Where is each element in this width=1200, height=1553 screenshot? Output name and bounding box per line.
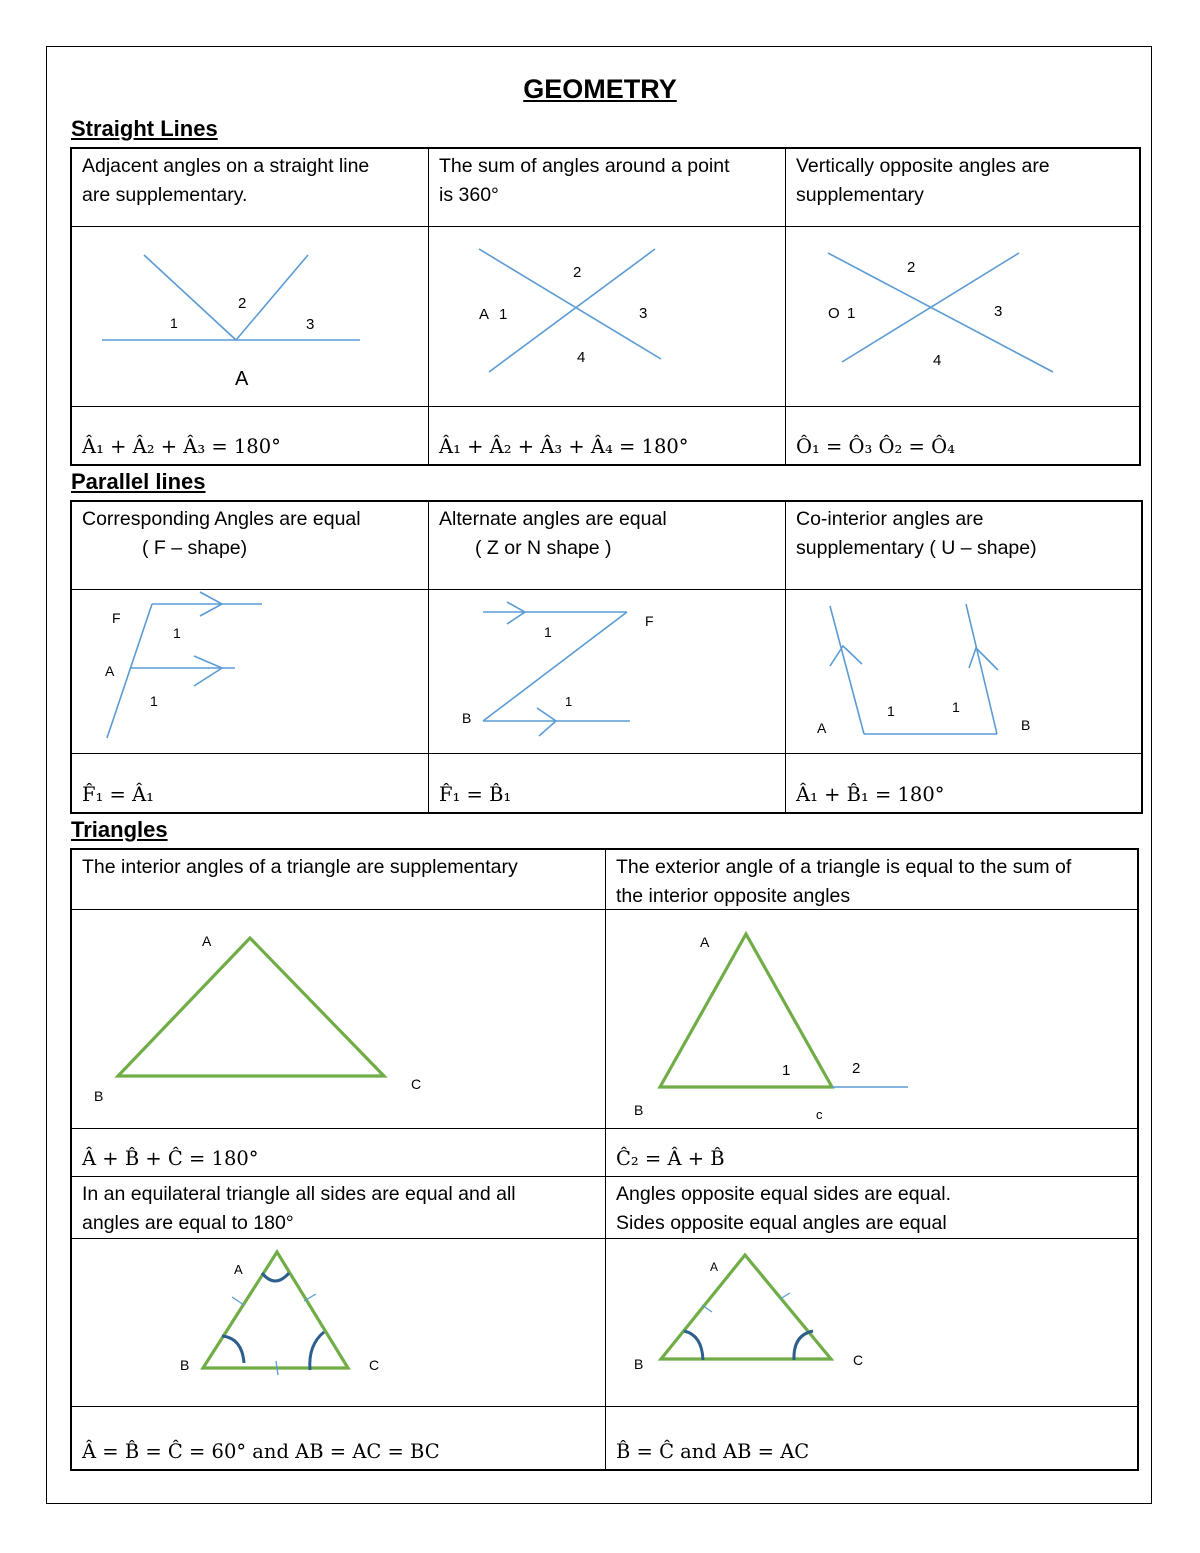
point-label-b: B [634,1356,644,1372]
exterior-angle-rule: The exterior angle of a triangle is equal to the sum of the interior opposite angles [606,850,1137,910]
angle-label-1b: 1 [952,699,960,715]
alternate-angles-rule: Alternate angles are equal ( Z or N shape ) [429,502,786,590]
exterior-angle-diagram [606,910,1137,1129]
point-label-a: A [105,663,115,679]
angle-label-1: 1 [887,703,895,719]
alternate-angles-diagram [429,590,786,754]
point-label-c: c [816,1107,823,1122]
alternate-angles-formula: F̂₁ = B̂₁ [429,754,786,812]
angle-label-2: 2 [238,295,247,312]
point-label-a: A [700,934,710,950]
vertically-opposite-diagram [786,227,1139,407]
point-label-b: B [634,1102,644,1118]
co-interior-angles-formula: Â₁ + B̂₁ = 180° [796,783,945,806]
angle-label-1: 1 [170,315,178,331]
angle-label-1b: 1 [150,693,158,709]
point-label-c: C [411,1076,422,1092]
angle-label-1: 1 [173,625,181,641]
point-label-b: B [462,710,472,726]
angle-label-2: 2 [573,264,582,281]
equilateral-diagram [72,1239,606,1407]
angles-around-point-diagram [429,227,786,407]
angles-around-point-rule: The sum of angles around a point is 360° [429,149,786,227]
corresponding-angles-rule: Corresponding Angles are equal ( F – shape) [72,502,429,590]
point-label-a: A [235,368,249,390]
angle-label-1: 1 [499,306,508,323]
point-label-a: A [202,933,212,949]
angle-label-3: 3 [639,305,648,322]
isosceles-rule: Angles opposite equal sides are equal. Sides opposite equal angles are equal [606,1177,1137,1239]
parallel-lines-table [70,500,1143,814]
interior-angles-rule: The interior angles of a triangle are supplementary [72,850,606,910]
isosceles-diagram [606,1239,1137,1407]
corresponding-angles-diagram [72,590,429,754]
co-interior-angles-diagram [786,590,1141,754]
corresponding-angles-formula: F̂₁ = Â₁ [72,754,429,812]
interior-angles-diagram [72,910,606,1129]
vertically-opposite-formula: Ô₁ = Ô₃ Ô₂ = Ô₄ [796,435,955,458]
point-label-f: F [645,613,654,629]
page-title: GEOMETRY [523,74,677,104]
point-label-c: C [853,1352,864,1368]
point-label-a: A [479,306,490,323]
angle-label-3: 3 [994,303,1003,320]
adjacent-angles-diagram [72,227,429,407]
point-label-a: A [710,1260,719,1274]
section-heading-straight-lines: Straight Lines [71,116,218,141]
co-interior-angles-rule: Co-interior angles are supplementary ( U – shape) [786,502,1141,590]
interior-angles-formula: Â + B̂ + Ĉ = 180° [72,1129,606,1177]
point-label-b: B [94,1088,104,1104]
exterior-angle-formula: Ĉ₂ = Â + B̂ [606,1129,1137,1177]
adjacent-angles-formula: Â₁ + Â₂ + Â₃ = 180° [72,407,429,464]
equilateral-formula: Â = B̂ = Ĉ = 60° and AB = AC = BC [72,1407,606,1469]
vertically-opposite-rule: Vertically opposite angles are supplementary [786,149,1139,227]
point-label-b: B [1021,717,1031,733]
point-label-a: A [817,720,827,736]
section-heading-parallel-lines: Parallel lines [71,469,206,494]
section-heading-triangles: Triangles [71,817,168,842]
angle-label-4: 4 [577,349,586,366]
angle-label-2: 2 [852,1060,861,1077]
angles-around-point-formula: Â₁ + Â₂ + Â₃ + Â₄ = 180° [429,407,786,464]
triangles-table [70,848,1139,1471]
angle-label-1b: 1 [565,694,573,709]
angle-label-1: 1 [847,305,856,322]
straight-lines-table [70,147,1141,466]
point-label-f: F [112,610,121,626]
adjacent-angles-rule: Adjacent angles on a straight line are supplementary. [72,149,429,227]
point-label-o: O [828,305,840,322]
angle-label-2: 2 [907,259,916,276]
equilateral-rule: In an equilateral triangle all sides are equal and all angles are equal to 180° [72,1177,606,1239]
point-label-a: A [234,1262,243,1277]
point-label-c: C [369,1357,380,1373]
point-label-b: B [180,1357,190,1373]
angle-label-1: 1 [782,1062,791,1079]
angle-label-4: 4 [933,352,942,369]
angle-label-1: 1 [544,624,552,640]
angle-label-3: 3 [306,316,315,333]
isosceles-formula: B̂ = Ĉ and AB = AC [616,1440,810,1463]
